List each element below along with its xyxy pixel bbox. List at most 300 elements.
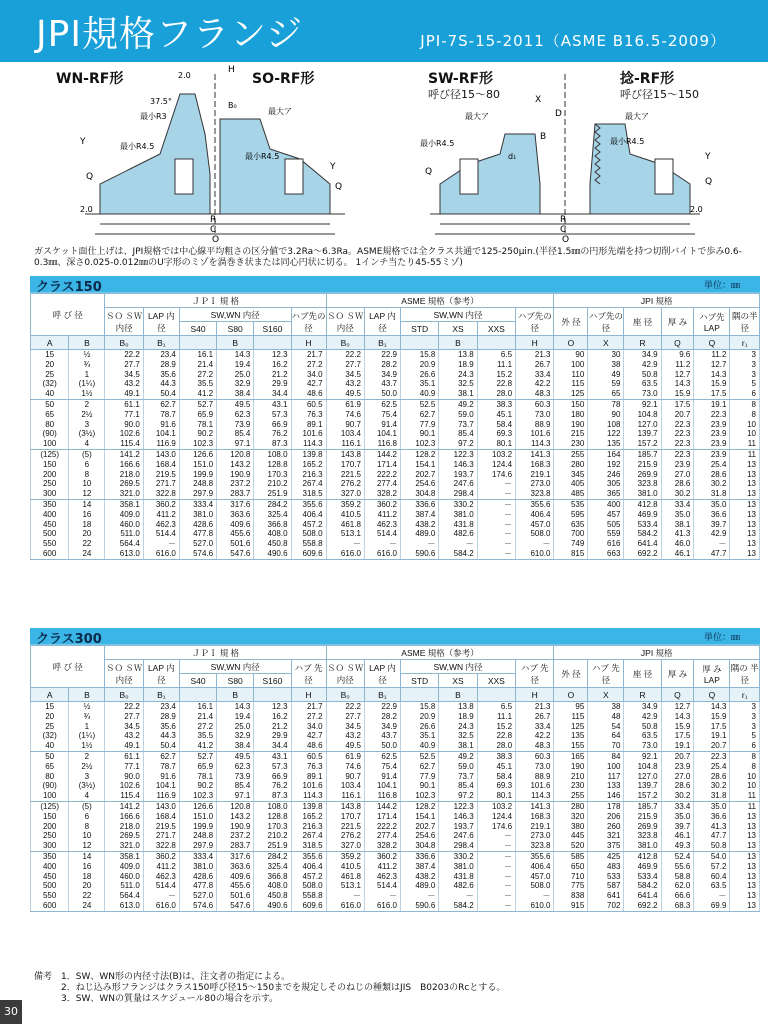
symbol-cell: R bbox=[624, 688, 661, 702]
table-cell: 359.2 bbox=[326, 499, 364, 509]
table-cell: 200 bbox=[31, 822, 69, 832]
dim-o-left: O bbox=[212, 235, 220, 244]
table-cell: 61.9 bbox=[326, 399, 364, 409]
table-cell: 600 bbox=[31, 549, 69, 559]
table-cell: 124.4 bbox=[477, 812, 515, 822]
dim-b0: B₀ bbox=[228, 101, 237, 110]
table-cell: 409.6 bbox=[217, 872, 254, 882]
table-cell: 43.2 bbox=[326, 731, 364, 741]
table-cell: 260 bbox=[588, 822, 624, 832]
table-cell: 35.0 bbox=[694, 499, 730, 509]
table-cell: 411.2 bbox=[364, 510, 400, 520]
table-cell: 321.0 bbox=[105, 841, 143, 851]
table-cell: 48.6 bbox=[291, 741, 326, 751]
table-cell: 165.2 bbox=[291, 460, 326, 470]
table-cell: 277.4 bbox=[364, 831, 400, 841]
table-cell: 34.5 bbox=[326, 370, 364, 380]
table-cell: 116.8 bbox=[364, 439, 400, 449]
col-xxs: XXS bbox=[477, 322, 515, 336]
table-cell: 116.1 bbox=[326, 439, 364, 449]
table-cell: 78 bbox=[588, 399, 624, 409]
table-cell: 174.6 bbox=[477, 822, 515, 832]
table-cell: 14.3 bbox=[694, 702, 730, 712]
dim-q-left: Q bbox=[86, 172, 94, 182]
table-cell: 775 bbox=[554, 881, 588, 891]
table-row bbox=[31, 449, 760, 459]
table-cell: 11 bbox=[730, 439, 760, 449]
table-cell: 65.9 bbox=[179, 410, 216, 420]
table-cell: 584.2 bbox=[624, 881, 661, 891]
dim-r3: 最小R3 bbox=[140, 112, 167, 121]
table-cell: 23.9 bbox=[661, 460, 694, 470]
table-cell: 59.0 bbox=[439, 410, 477, 420]
table-cell: － bbox=[516, 539, 554, 549]
table-cell: 30.2 bbox=[694, 781, 730, 791]
table-cell: 6.5 bbox=[477, 350, 515, 360]
footnotes bbox=[34, 972, 505, 1005]
table-cell: 65 bbox=[31, 762, 69, 772]
table-cell: 92.1 bbox=[624, 751, 661, 761]
table-cell: 73.9 bbox=[217, 420, 254, 430]
table-cell: 505 bbox=[588, 520, 624, 530]
table-cell: 185.7 bbox=[624, 801, 661, 811]
col-od: 外 径 bbox=[554, 660, 588, 688]
table-cell: 15.8 bbox=[401, 702, 439, 712]
table-cell: 50.4 bbox=[143, 389, 179, 399]
table-cell: 381.0 bbox=[179, 510, 216, 520]
table-cell: 45.1 bbox=[477, 410, 515, 420]
table-cell: 412.8 bbox=[624, 499, 661, 509]
table-cell: 692.2 bbox=[624, 549, 661, 559]
table-cell: 65 bbox=[588, 389, 624, 399]
table-cell: 327.0 bbox=[326, 489, 364, 499]
table-cell: 141.3 bbox=[516, 449, 554, 459]
symbol-cell: r₁ bbox=[730, 336, 760, 350]
col-jpi2: JPI 規格 bbox=[554, 294, 760, 308]
table-cell: 91.6 bbox=[143, 772, 179, 782]
table-cell: 28.9 bbox=[143, 360, 179, 370]
table-cell: 17.5 bbox=[661, 399, 694, 409]
table-row bbox=[31, 479, 760, 489]
col-rad: 隅の半径 bbox=[730, 308, 760, 336]
table-cell: 358.1 bbox=[105, 851, 143, 861]
table-cell: 613.0 bbox=[105, 549, 143, 559]
symbol-cell: B bbox=[439, 688, 477, 702]
table-cell: 128.2 bbox=[401, 801, 439, 811]
table-cell: － bbox=[477, 862, 515, 872]
dim-two-top: 2.0 bbox=[178, 71, 191, 80]
table-cell: 30.2 bbox=[661, 791, 694, 801]
table-cell: 34.9 bbox=[364, 722, 400, 732]
table-cell: 122.3 bbox=[439, 801, 477, 811]
footnote: 2．ねじ込み形フランジはクラス150呼び径15～150までを規定しそのねじの種類はJIS B0203のRcとする。 bbox=[34, 983, 506, 993]
table-cell: 297.9 bbox=[179, 841, 216, 851]
table-cell: 202.7 bbox=[401, 470, 439, 480]
table-cell: 49.2 bbox=[439, 751, 477, 761]
table-cell: 139.8 bbox=[291, 449, 326, 459]
table-cell: 457.2 bbox=[291, 872, 326, 882]
table-cell: 21.4 bbox=[179, 360, 216, 370]
table-cell: 8 bbox=[730, 762, 760, 772]
table-cell: 558.8 bbox=[291, 891, 326, 901]
table-cell: 428.6 bbox=[179, 520, 216, 530]
table-cell: 171.4 bbox=[364, 460, 400, 470]
table-cell: 103.2 bbox=[477, 801, 515, 811]
table-cell: 304.8 bbox=[401, 489, 439, 499]
table-cell: 3 bbox=[730, 712, 760, 722]
symbol-cell bbox=[477, 336, 515, 350]
table-cell: 114.3 bbox=[516, 791, 554, 801]
table-row bbox=[31, 801, 760, 811]
table-cell: 13 bbox=[730, 489, 760, 499]
table-cell: 35.6 bbox=[143, 370, 179, 380]
table-cell: 174.6 bbox=[477, 470, 515, 480]
table-cell: 36.6 bbox=[694, 510, 730, 520]
table-cell: 43.1 bbox=[254, 399, 291, 409]
table-row bbox=[31, 751, 760, 761]
table-cell: 29.9 bbox=[254, 379, 291, 389]
table-cell: 915 bbox=[554, 901, 588, 911]
table-cell: 381.0 bbox=[624, 489, 661, 499]
table-cell: 115 bbox=[554, 379, 588, 389]
table-cell: 22.8 bbox=[477, 379, 515, 389]
table-cell: 381.0 bbox=[439, 862, 477, 872]
table-cell: 45.1 bbox=[477, 762, 515, 772]
table-cell: 128.8 bbox=[254, 812, 291, 822]
table-cell: 114.3 bbox=[291, 439, 326, 449]
table-cell: 298.4 bbox=[439, 489, 477, 499]
table-cell: 35.0 bbox=[661, 510, 694, 520]
table-cell: 144.2 bbox=[364, 449, 400, 459]
table-cell: 42.9 bbox=[624, 360, 661, 370]
table-cell: ½ bbox=[69, 702, 105, 712]
table-cell: 16.1 bbox=[179, 350, 216, 360]
table-cell: 250 bbox=[31, 831, 69, 841]
table-cell: 104.8 bbox=[624, 410, 661, 420]
table-cell: 616.0 bbox=[364, 549, 400, 559]
table-cell: 387.4 bbox=[401, 862, 439, 872]
table-cell: 15.2 bbox=[477, 370, 515, 380]
table-cell: 190 bbox=[554, 420, 588, 430]
table-cell: 34.9 bbox=[624, 350, 661, 360]
table-row bbox=[31, 410, 760, 420]
table-cell: 255 bbox=[554, 791, 588, 801]
table-row bbox=[31, 439, 760, 449]
table-cell: 8 bbox=[69, 470, 105, 480]
table-cell: 13 bbox=[730, 812, 760, 822]
table-cell: 63.5 bbox=[624, 379, 661, 389]
table-cell: 24 bbox=[69, 901, 105, 911]
col-hub2: ハブ先の径 bbox=[516, 308, 554, 336]
table-cell: 273.0 bbox=[516, 479, 554, 489]
table-cell: 482.6 bbox=[439, 881, 477, 891]
symbol-row bbox=[31, 688, 760, 702]
table-cell: 126.6 bbox=[179, 449, 216, 459]
table-cell: 411.2 bbox=[143, 862, 179, 872]
table-cell: 547.6 bbox=[217, 549, 254, 559]
col-jpi: ＪＰＩ 規 格 bbox=[105, 294, 326, 308]
table-cell: 610.0 bbox=[516, 549, 554, 559]
title-banner bbox=[0, 0, 768, 62]
table-cell: 12.3 bbox=[254, 702, 291, 712]
table-cell: 52.5 bbox=[401, 751, 439, 761]
col-xs: XS bbox=[439, 322, 477, 336]
table-cell: 69.9 bbox=[694, 901, 730, 911]
table-cell: 101.6 bbox=[291, 429, 326, 439]
table-cell: 38.3 bbox=[477, 399, 515, 409]
symbol-cell: B bbox=[217, 688, 254, 702]
table-cell: 78.1 bbox=[179, 772, 216, 782]
table-row bbox=[31, 891, 760, 901]
table-cell: 90.0 bbox=[105, 772, 143, 782]
table-cell: 514.4 bbox=[143, 529, 179, 539]
table-cell: 406.4 bbox=[516, 862, 554, 872]
table-cell: 18.9 bbox=[439, 360, 477, 370]
table-cell: 12 bbox=[69, 841, 105, 851]
table-cell: 13 bbox=[730, 520, 760, 530]
table-cell: 114.3 bbox=[291, 791, 326, 801]
table-cell: 139.7 bbox=[624, 429, 661, 439]
table-row bbox=[31, 872, 760, 882]
dim-r45-threaded: 最小R4.5 bbox=[610, 137, 645, 146]
table-cell: 62.3 bbox=[217, 410, 254, 420]
table-cell: 250 bbox=[31, 479, 69, 489]
table-cell: 24.3 bbox=[439, 370, 477, 380]
table-cell: 108.0 bbox=[254, 449, 291, 459]
table-cell: 616.0 bbox=[326, 549, 364, 559]
table-cell: 42.7 bbox=[291, 731, 326, 741]
table-cell: 297.9 bbox=[179, 489, 216, 499]
wn-so-flange-drawing bbox=[79, 65, 345, 244]
table-cell: 355.6 bbox=[516, 499, 554, 509]
table-cell: － bbox=[364, 539, 400, 549]
table-cell: 26.6 bbox=[401, 370, 439, 380]
table-cell: 9.6 bbox=[661, 350, 694, 360]
table-cell: 501.6 bbox=[217, 539, 254, 549]
table-cell: 246 bbox=[588, 470, 624, 480]
col-seat: 座 径 bbox=[624, 660, 661, 688]
table-cell: 25 bbox=[31, 722, 69, 732]
table-cell: 535 bbox=[554, 499, 588, 509]
symbol-cell: H bbox=[291, 688, 326, 702]
col-so2: ＳＯ ＳＷ 内径 bbox=[326, 660, 364, 688]
table-cell: 85.4 bbox=[217, 781, 254, 791]
table-cell: 151.0 bbox=[179, 812, 216, 822]
table-cell: － bbox=[401, 891, 439, 901]
table-cell: (32) bbox=[31, 731, 69, 741]
table-cell: 28.6 bbox=[694, 772, 730, 782]
table-cell: 48 bbox=[588, 712, 624, 722]
table-cell: 77.1 bbox=[105, 410, 143, 420]
table-cell: 77.1 bbox=[105, 762, 143, 772]
table-row bbox=[31, 379, 760, 389]
table-cell: 22.8 bbox=[477, 731, 515, 741]
table-cell: 11 bbox=[730, 801, 760, 811]
table-cell: － bbox=[477, 831, 515, 841]
table-cell: － bbox=[143, 539, 179, 549]
table-row bbox=[31, 520, 760, 530]
table-cell: 411.2 bbox=[143, 510, 179, 520]
table-cell: 12.7 bbox=[661, 370, 694, 380]
table-cell: 21.7 bbox=[291, 350, 326, 360]
table-cell: 61.9 bbox=[326, 751, 364, 761]
table-cell: 42.2 bbox=[516, 731, 554, 741]
col-swwn: SW,WN 内径 bbox=[179, 308, 291, 322]
table-cell: 62.5 bbox=[364, 751, 400, 761]
table-cell: 462.3 bbox=[364, 520, 400, 530]
table-cell: 3 bbox=[69, 420, 105, 430]
table-cell: 90 bbox=[588, 410, 624, 420]
symbol-cell: B₀ bbox=[105, 336, 143, 350]
table-cell: 168.4 bbox=[143, 460, 179, 470]
col-seat: 座 径 bbox=[624, 308, 661, 336]
table-cell: 20.7 bbox=[694, 741, 730, 751]
table-cell: 15.9 bbox=[694, 379, 730, 389]
table-cell: 13 bbox=[730, 470, 760, 480]
table-cell: 50.8 bbox=[624, 370, 661, 380]
table-cell: 185.7 bbox=[624, 449, 661, 459]
table-cell: 19.1 bbox=[694, 399, 730, 409]
diagram-label-threaded: 捻-RF形 bbox=[620, 71, 675, 87]
table-cell: 33.4 bbox=[516, 370, 554, 380]
table-cell: 400 bbox=[31, 862, 69, 872]
table-cell: 58.4 bbox=[477, 420, 515, 430]
table-cell: 559 bbox=[588, 529, 624, 539]
table-row bbox=[31, 731, 760, 741]
table-cell: 317.6 bbox=[217, 499, 254, 509]
table-cell: 27.0 bbox=[661, 470, 694, 480]
class300-title: クラス300 bbox=[36, 632, 102, 647]
table-cell: 22.3 bbox=[661, 420, 694, 430]
table-cell: 73.0 bbox=[516, 410, 554, 420]
table-cell: 333.4 bbox=[179, 499, 216, 509]
dim-r-right: R bbox=[560, 215, 567, 225]
table-cell: 11.2 bbox=[694, 350, 730, 360]
table-cell: － bbox=[477, 520, 515, 530]
table-cell: 345 bbox=[554, 470, 588, 480]
table-cell: 210 bbox=[554, 772, 588, 782]
symbol-cell bbox=[254, 688, 291, 702]
table-cell: 269.9 bbox=[624, 822, 661, 832]
table-cell: 527.0 bbox=[179, 891, 216, 901]
symbol-cell: B₁ bbox=[364, 336, 400, 350]
col-hub: ハブ先の径 bbox=[291, 308, 326, 336]
table-cell: 10 bbox=[730, 429, 760, 439]
table-row bbox=[31, 549, 760, 559]
table-cell: 218.0 bbox=[105, 822, 143, 832]
table-cell: 22 bbox=[69, 539, 105, 549]
table-cell: 41.3 bbox=[661, 529, 694, 539]
table-cell: 44.3 bbox=[143, 731, 179, 741]
table-cell: 49.3 bbox=[661, 841, 694, 851]
table-cell: 104.1 bbox=[143, 781, 179, 791]
table-cell: 210.2 bbox=[254, 479, 291, 489]
symbol-cell: Q bbox=[694, 336, 730, 350]
table-cell: 150 bbox=[31, 812, 69, 822]
table-cell: 363.6 bbox=[217, 862, 254, 872]
table-cell: 101.6 bbox=[516, 781, 554, 791]
table-cell: 35.0 bbox=[694, 801, 730, 811]
table-cell: 165 bbox=[554, 751, 588, 761]
table-cell: 327.0 bbox=[326, 841, 364, 851]
table-cell: 12.3 bbox=[254, 350, 291, 360]
table-cell: 110 bbox=[554, 370, 588, 380]
table-cell: 350 bbox=[31, 851, 69, 861]
table-cell: 616.0 bbox=[143, 901, 179, 911]
table-cell: 22.3 bbox=[661, 429, 694, 439]
table-cell: 219.1 bbox=[516, 822, 554, 832]
table-cell: 103.4 bbox=[326, 781, 364, 791]
table-cell: 815 bbox=[554, 549, 588, 559]
table-row bbox=[31, 470, 760, 480]
table-cell: 125 bbox=[554, 389, 588, 399]
symbol-cell: B₁ bbox=[364, 688, 400, 702]
table-cell: 41.3 bbox=[694, 822, 730, 832]
table-cell: 328.2 bbox=[364, 841, 400, 851]
col-thk: 厚 み bbox=[661, 308, 694, 336]
table-cell: 24.3 bbox=[439, 722, 477, 732]
table-cell: 28.6 bbox=[694, 470, 730, 480]
table-cell: 69.3 bbox=[477, 781, 515, 791]
col-asme: ASME 規格（参考） bbox=[326, 646, 554, 660]
table-cell: 91.4 bbox=[364, 772, 400, 782]
table-cell: 49.5 bbox=[217, 751, 254, 761]
dim-x: X bbox=[535, 95, 542, 105]
table-cell: 219.5 bbox=[143, 470, 179, 480]
col-thk: 厚 み bbox=[661, 660, 694, 688]
diagram-sub-sw: 呼び径15～80 bbox=[428, 88, 500, 101]
table-cell: 90.7 bbox=[326, 772, 364, 782]
table-cell: 114.3 bbox=[516, 439, 554, 449]
table-cell: 412.8 bbox=[624, 851, 661, 861]
table-cell: 358.1 bbox=[105, 499, 143, 509]
table-cell: 13 bbox=[730, 872, 760, 882]
symbol-cell: O bbox=[554, 336, 588, 350]
table-cell: 139.7 bbox=[624, 781, 661, 791]
table-row bbox=[31, 529, 760, 539]
table-cell: － bbox=[439, 891, 477, 901]
diagram-label-sw: SW-RF形 bbox=[428, 71, 494, 87]
table-cell: 477.8 bbox=[179, 881, 216, 891]
table-cell: 61.1 bbox=[105, 751, 143, 761]
table-cell: 15 bbox=[31, 350, 69, 360]
table-cell: 280 bbox=[554, 801, 588, 811]
table-cell: 40 bbox=[31, 389, 69, 399]
table-cell: 27.2 bbox=[179, 722, 216, 732]
table-cell: 616.0 bbox=[364, 901, 400, 911]
symbol-cell bbox=[477, 688, 515, 702]
table-cell: 21.3 bbox=[516, 702, 554, 712]
table-row bbox=[31, 741, 760, 751]
table-cell: 3 bbox=[730, 722, 760, 732]
table-cell: 91.4 bbox=[364, 420, 400, 430]
table-cell: 60.5 bbox=[291, 399, 326, 409]
symbol-cell: B₁ bbox=[143, 688, 179, 702]
table-row bbox=[31, 420, 760, 430]
table-cell: 103.4 bbox=[326, 429, 364, 439]
table-cell: 97.1 bbox=[217, 791, 254, 801]
table-cell: 489.0 bbox=[401, 529, 439, 539]
table-cell: 58.8 bbox=[661, 872, 694, 882]
table-cell: 267.4 bbox=[291, 831, 326, 841]
table-cell: 31.8 bbox=[694, 489, 730, 499]
table-cell: 276.2 bbox=[326, 479, 364, 489]
table-cell: 104.1 bbox=[364, 781, 400, 791]
table-cell: 32.9 bbox=[217, 379, 254, 389]
col-s40: S40 bbox=[179, 674, 216, 688]
table-cell: 154.1 bbox=[401, 460, 439, 470]
table-cell: 190.9 bbox=[217, 822, 254, 832]
